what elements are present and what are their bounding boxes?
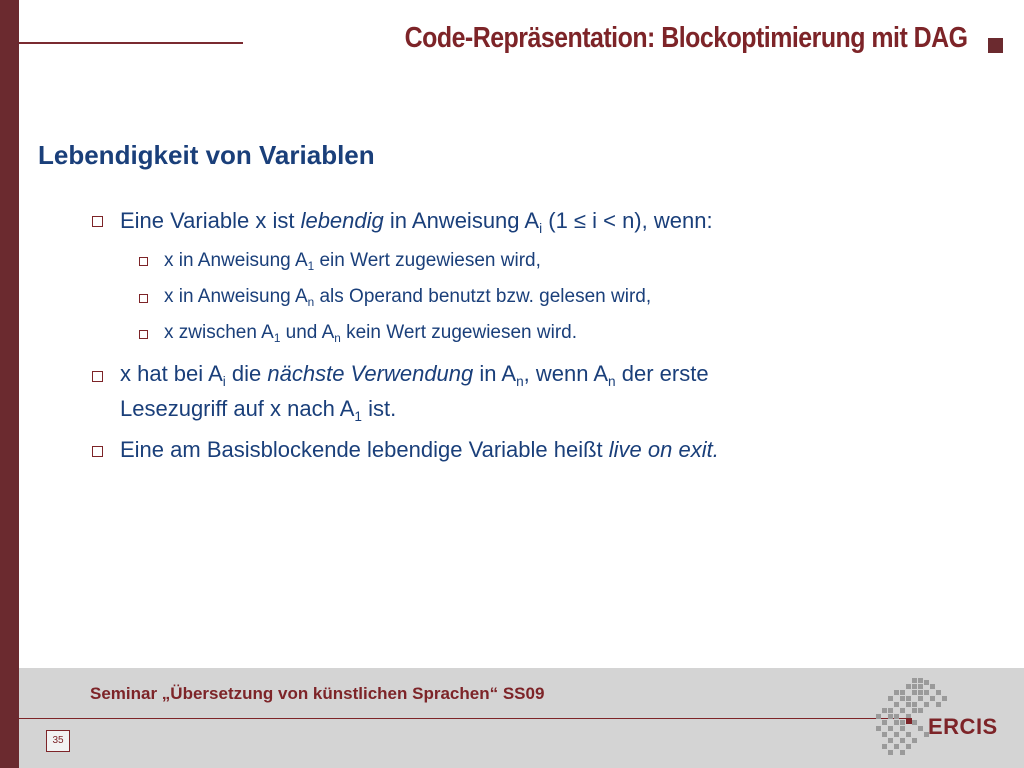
bullet-item: Eine Variable x ist lebendig in Anweisung $A_i$ (1 ≤ i < n), wenn:	[120, 208, 713, 236]
sub-bullet-square-icon	[139, 294, 148, 303]
slide-title: Code-Repräsentation: Blockoptimierung mit DAG	[405, 22, 968, 54]
sub-bullet-square-icon	[139, 257, 148, 266]
sub-bullet-square-icon	[139, 330, 148, 339]
sub-bullet-item: x in Anweisung $A_1$ ein Wert zugewiesen wird,	[164, 250, 541, 274]
page-number: 35	[46, 730, 70, 752]
bullet-square-icon	[92, 371, 103, 382]
bullet-item: Eine am Basisblockende lebendige Variable heißt live on exit.	[120, 437, 719, 462]
bullet-square-icon	[92, 216, 103, 227]
section-heading: Lebendigkeit von Variablen	[38, 140, 375, 170]
sub-bullet-item: x zwischen $A_1$ und $A_n$ kein Wert zugewiesen wird.	[164, 322, 578, 346]
bullet-square-icon	[92, 446, 103, 457]
footer-seminar-title: Seminar „Übersetzung von künstlichen Sprachen“ SS09	[90, 684, 545, 703]
sub-bullet-item: x in Anweisung $A_n$ als Operand benutzt bzw. gelesen wird,	[164, 286, 652, 310]
bullet-item: x hat bei $A_i$ die nächste Verwendung in $A_n$, wenn $A_n$ der erste	[120, 361, 709, 389]
title-rule	[19, 42, 243, 44]
bullet-item-continuation: Lesezugriff auf x nach $A_1$ ist.	[120, 396, 397, 424]
title-square-icon	[988, 38, 1003, 53]
left-accent-bar	[0, 0, 19, 768]
footer-rule	[19, 718, 909, 719]
ercis-logo: ERCIS	[928, 714, 998, 739]
